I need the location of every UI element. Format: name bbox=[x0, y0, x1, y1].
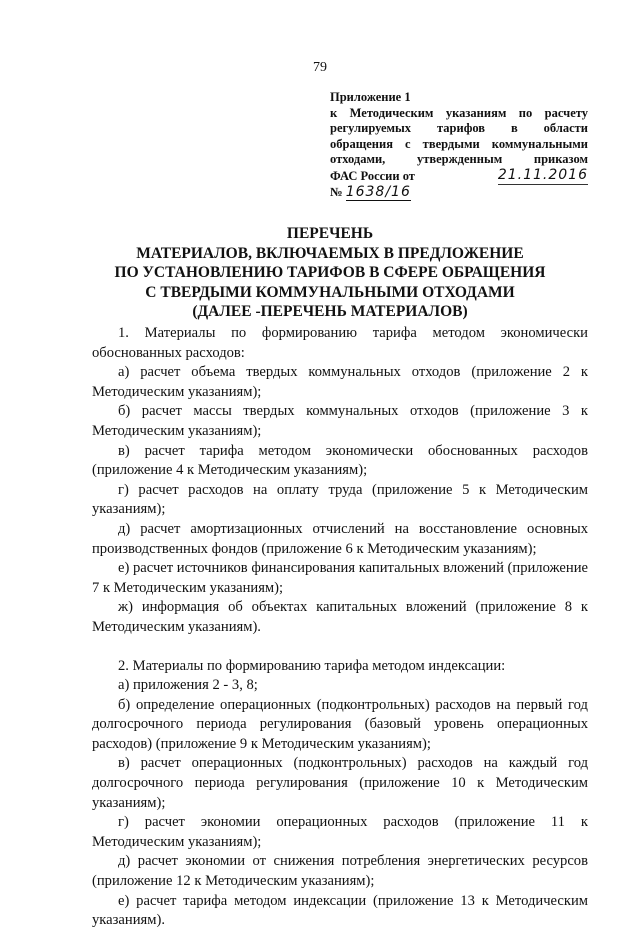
list-item: а) приложения 2 - 3, 8; bbox=[118, 677, 258, 694]
appendix-date-line bbox=[330, 168, 588, 185]
appendix-number-line bbox=[330, 185, 588, 202]
list-item: г) расчет экономии операционных расходов (приложение 11 к Методическим указаниям); bbox=[92, 814, 588, 850]
list-item: ж) информация об объектах капитальных вложений (приложение 8 к Методическим указаниям). bbox=[92, 599, 588, 635]
heading-line: ПЕРЕЧЕНЬ bbox=[286, 225, 374, 242]
appendix-line: обращения с твердыми коммунальными bbox=[330, 136, 588, 151]
heading-line: МАТЕРИАЛОВ, ВКЛЮЧАЕМЫХ В ПРЕДЛОЖЕНИЕ bbox=[136, 244, 524, 262]
section1-intro: 1. Материалы по формированию тарифа методом экономически обоснованных расходов: bbox=[92, 325, 588, 361]
heading-line: (ДАЛЕЕ -ПЕРЕЧЕНЬ МАТЕРИАЛОВ) bbox=[192, 303, 468, 320]
list-item: б) определение операционных (подконтрольных) расходов на первый год долгосрочного периода регулирования (базовый уровень операционных расходов) (приложение 9 к Методическим указаниям); bbox=[92, 696, 588, 752]
appendix-line: ФАС России от bbox=[330, 168, 415, 183]
appendix-line: отходами, утвержденным приказом bbox=[330, 152, 588, 167]
number-sign: № bbox=[330, 184, 343, 199]
page-number: 79 bbox=[313, 60, 327, 75]
list-item: е) расчет источников финансирования капитальных вложений (приложение 7 к Методическим указаниям); bbox=[92, 560, 588, 596]
heading-line: ПО УСТАНОВЛЕНИЮ ТАРИФОВ В СФЕРЕ ОБРАЩЕНИЯ bbox=[114, 264, 546, 281]
handwritten-number: 1638/16 bbox=[345, 183, 411, 200]
list-item: е) расчет тарифа методом индексации (приложение 13 к Методическим указаниям). bbox=[92, 892, 588, 929]
document-body bbox=[92, 324, 588, 931]
appendix-line: регулируемых тарифов в области bbox=[330, 121, 588, 136]
list-item: в) расчет тарифа методом экономически обоснованных расходов (приложение 4 к Методическим указаниям); bbox=[92, 442, 588, 479]
handwritten-date: 21.11.2016 bbox=[497, 166, 588, 183]
list-item: г) расчет расходов на оплату труда (приложение 5 к Методическим указаниям); bbox=[92, 481, 588, 518]
list-item: а) расчет объема твердых коммунальных отходов (приложение 2 к Методическим указаниям); bbox=[92, 364, 588, 400]
section2-intro: 2. Материалы по формированию тарифа методом индексации: bbox=[118, 657, 506, 674]
list-item: д) расчет экономии от снижения потребления энергетических ресурсов (приложение 12 к Методическим указаниям); bbox=[92, 853, 588, 890]
list-item: в) расчет операционных (подконтрольных) расходов на каждый год долгосрочного периода регулирования (приложение 10 к Методическим указаниям); bbox=[92, 755, 588, 811]
heading-line: С ТВЕРДЫМИ КОММУНАЛЬНЫМИ ОТХОДАМИ bbox=[145, 283, 515, 301]
appendix-line: к Методическим указаниям по расчету bbox=[330, 105, 588, 120]
document-heading bbox=[60, 224, 600, 322]
list-item: д) расчет амортизационных отчислений на восстановление основных производственных фондов (приложение 6 к Методическим указаниям); bbox=[92, 520, 588, 557]
appendix-title: Приложение 1 bbox=[330, 90, 411, 104]
list-item: б) расчет массы твердых коммунальных отходов (приложение 3 к Методическим указаниям); bbox=[92, 403, 588, 439]
appendix-block bbox=[330, 90, 588, 201]
